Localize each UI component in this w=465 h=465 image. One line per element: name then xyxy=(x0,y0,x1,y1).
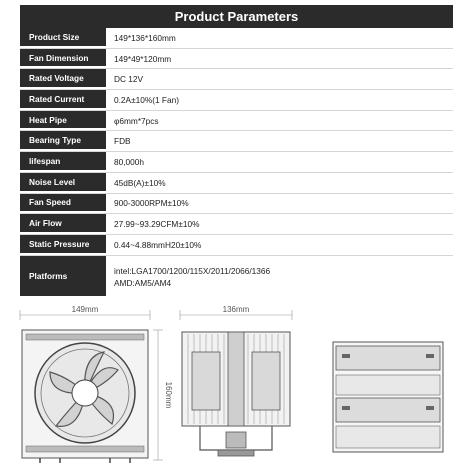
table-row-platforms xyxy=(20,256,453,298)
row-value: 0.44~4.88mmH20±10% xyxy=(114,239,202,250)
platforms-intel: intel:LGA1700/1200/115X/2011/2066/1366 xyxy=(114,265,271,276)
row-value: 0.2A±10%(1 Fan) xyxy=(114,94,179,105)
row-label: Rated Current xyxy=(20,90,106,110)
side-view-drawing xyxy=(180,305,292,456)
row-value: 27.99~93.29CFM±10% xyxy=(114,219,200,230)
depth-dimension-label: 136mm xyxy=(222,305,250,314)
table-row xyxy=(20,214,453,235)
table-row xyxy=(20,152,453,173)
row-value: FDB xyxy=(114,136,131,147)
width-dimension-label: 149mm xyxy=(71,305,99,314)
table-row xyxy=(20,90,453,111)
row-value: 45dB(A)±10% xyxy=(114,177,166,188)
row-label: Product Size xyxy=(20,28,106,48)
row-label: Bearing Type xyxy=(20,131,106,151)
row-label: Fan Dimension xyxy=(20,49,106,69)
row-value: φ6mm*7pcs xyxy=(114,115,159,126)
table-row xyxy=(20,235,453,256)
row-label: Fan Speed xyxy=(20,194,106,214)
parameters-table xyxy=(20,28,453,298)
row-label: Static Pressure xyxy=(20,235,106,255)
row-label: Heat Pipe xyxy=(20,111,106,131)
table-row xyxy=(20,69,453,90)
platforms-amd: AMD:AM5/AM4 xyxy=(114,277,172,288)
table-row xyxy=(20,194,453,215)
page-title: Product Parameters xyxy=(20,5,453,28)
row-label: Air Flow xyxy=(20,214,106,234)
table-row xyxy=(20,173,453,194)
row-value: 900-3000RPM±10% xyxy=(114,198,189,209)
row-value xyxy=(106,256,453,298)
row-label: Rated Voltage xyxy=(20,69,106,89)
cooler-drawings xyxy=(0,300,465,465)
row-value: 80,000h xyxy=(114,156,144,167)
row-value: DC 12V xyxy=(114,74,144,85)
front-view-drawing xyxy=(20,305,173,463)
table-row xyxy=(20,49,453,70)
top-view-drawing xyxy=(333,342,443,452)
row-label: lifespan xyxy=(20,152,106,172)
row-value: 149*49*120mm xyxy=(114,53,172,64)
table-row xyxy=(20,111,453,132)
table-row xyxy=(20,131,453,152)
row-label: Noise Level xyxy=(20,173,106,193)
height-dimension-label: 160mm xyxy=(164,381,173,409)
row-value: 149*136*160mm xyxy=(114,32,176,43)
table-row xyxy=(20,28,453,49)
row-label: Platforms xyxy=(20,256,106,298)
